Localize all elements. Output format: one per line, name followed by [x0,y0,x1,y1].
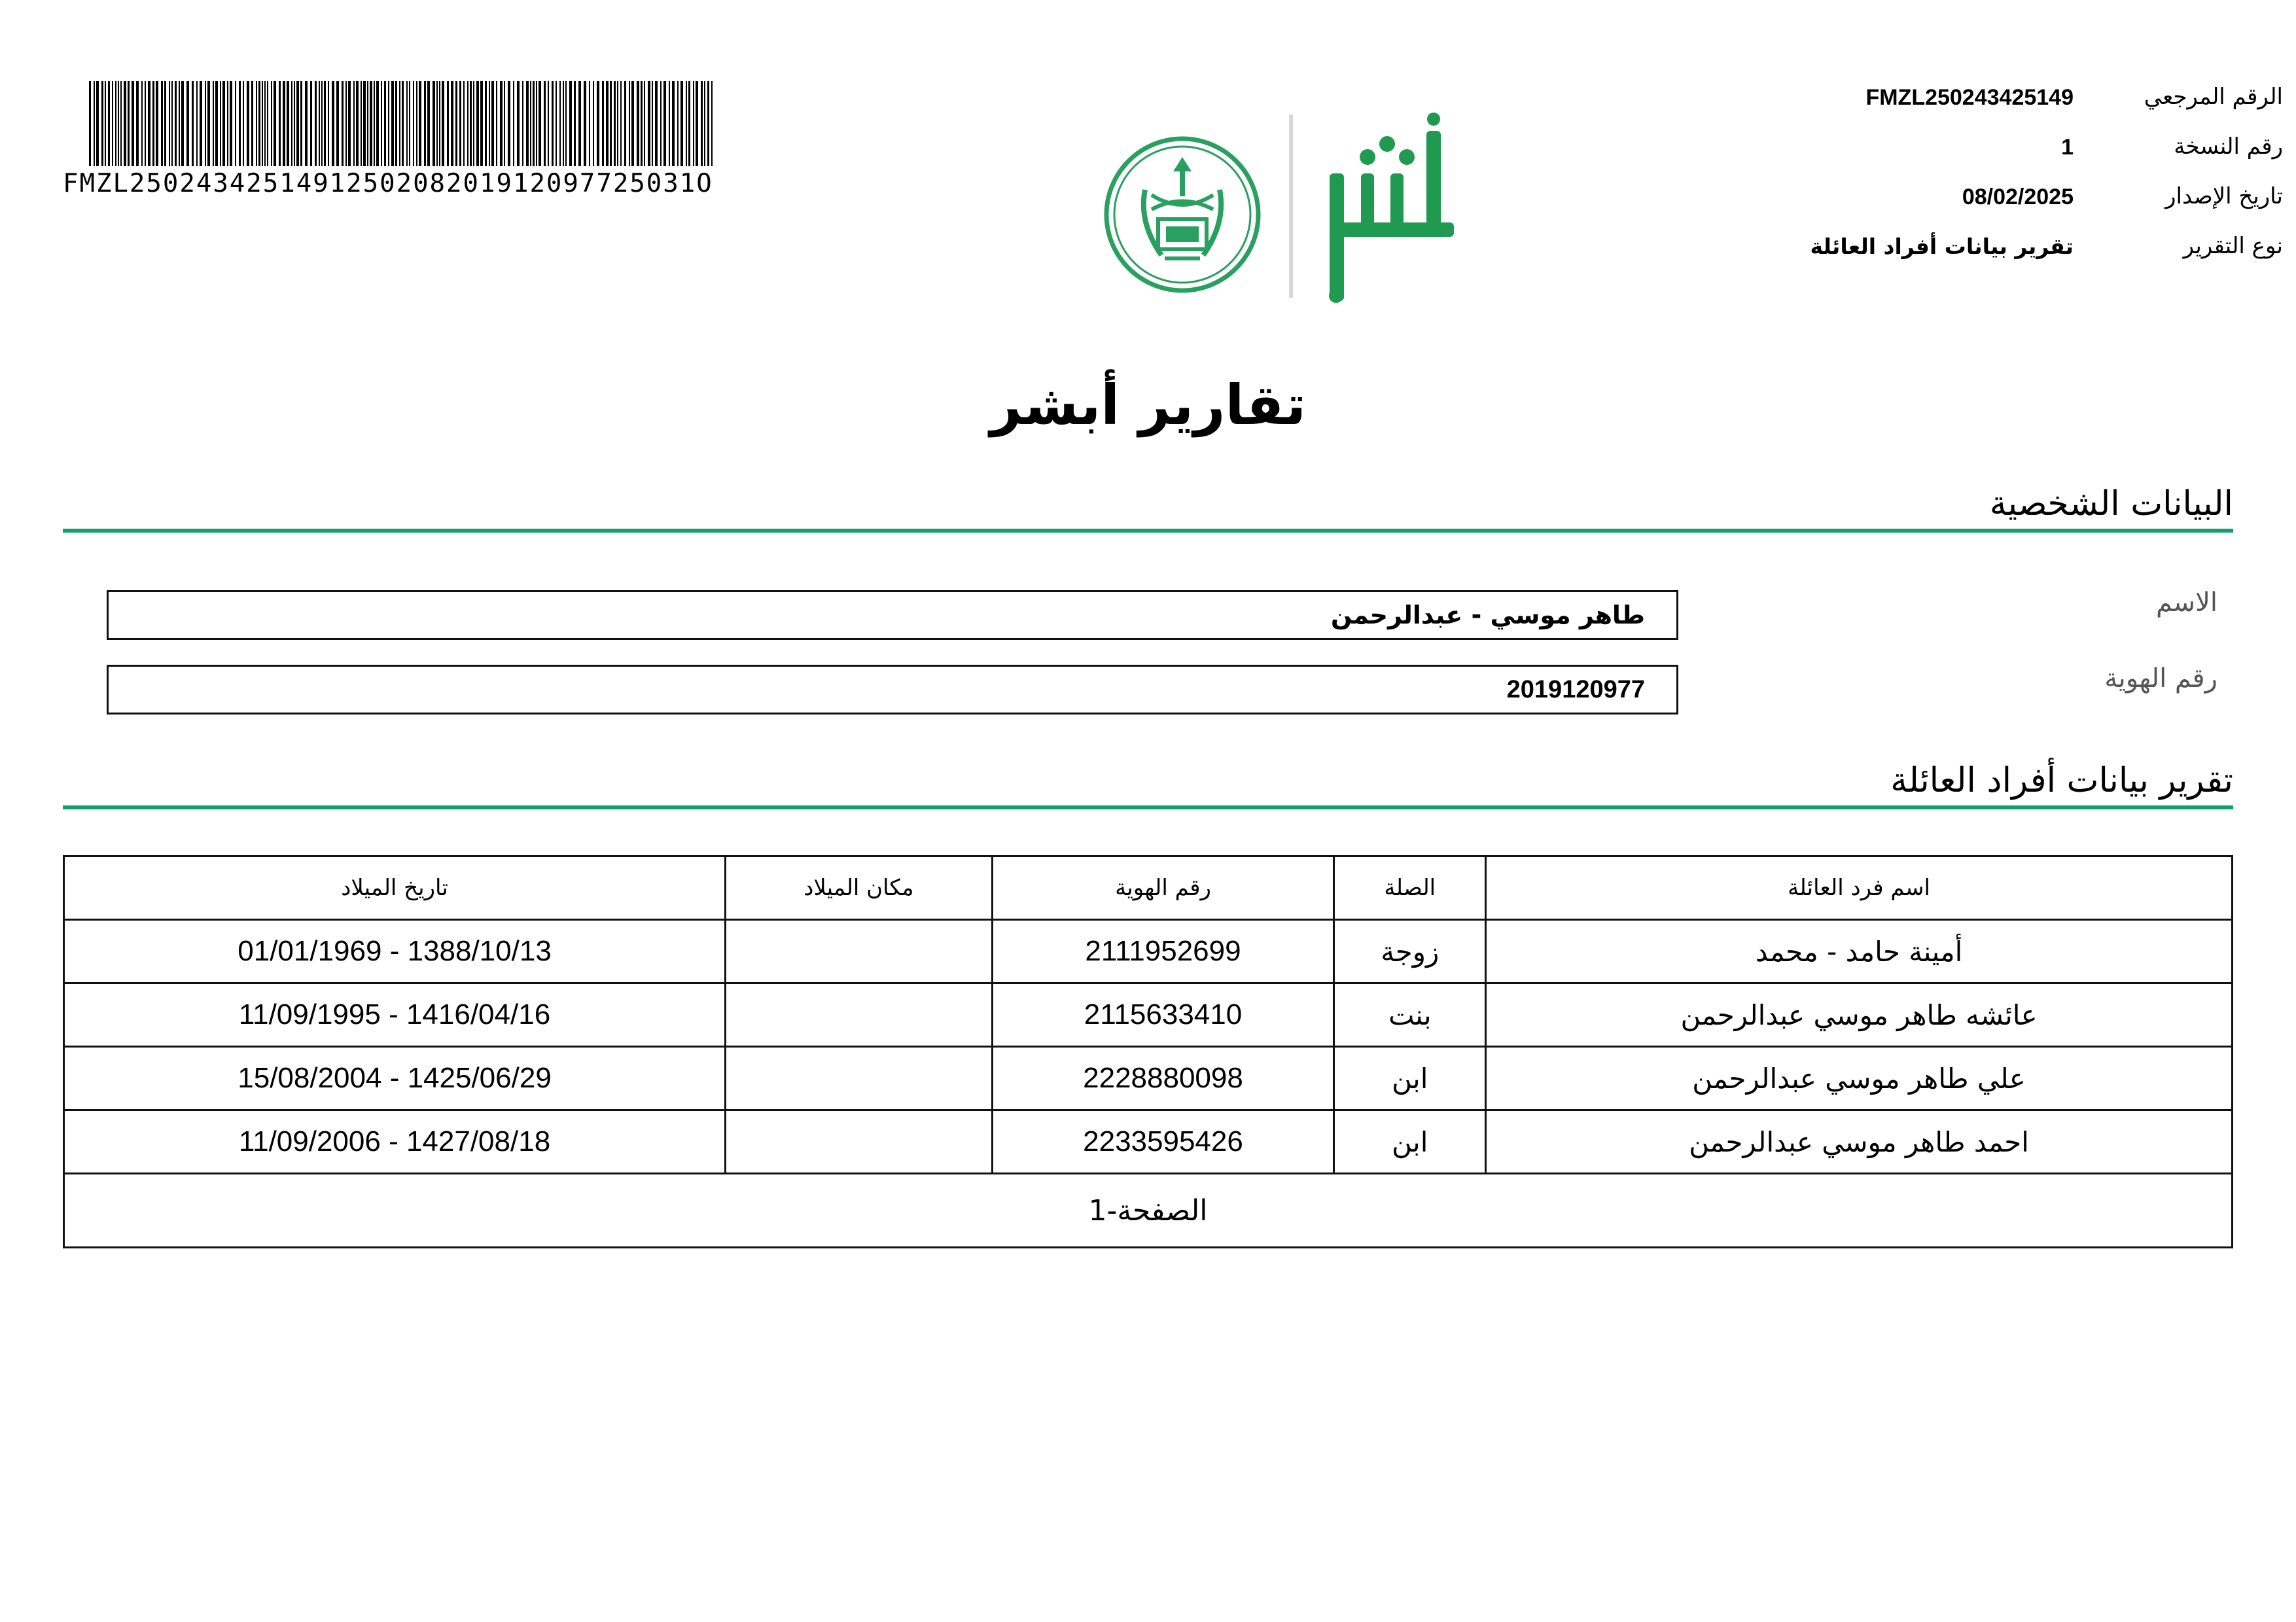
member-id: 2115633410 [992,983,1334,1047]
barcode-bar [247,81,249,166]
barcode-bar [239,81,241,166]
report-type-label: نوع التقرير [2183,233,2283,259]
col-birth-place: مكان الميلاد [726,856,993,920]
member-name: أمينة حامد - محمد [1486,920,2233,983]
report-meta [1799,84,2283,294]
barcode-bar [315,81,317,166]
report-type-value: تقرير بيانات أفراد العائلة [1810,234,2074,259]
barcode-bar [578,81,581,166]
family-table [63,855,2233,1248]
barcode-bar [433,81,435,166]
barcode-bar [631,81,634,166]
barcode-bar [374,81,375,166]
barcode-bar [148,81,150,166]
table-row [64,1110,2233,1174]
member-birth-place [726,1047,993,1110]
barcode-bar [115,81,116,166]
barcode-bar [624,81,626,166]
col-id-number: رقم الهوية [992,856,1334,920]
barcode-bar [467,81,468,166]
personal-section-heading [63,484,2233,533]
barcode-bar [105,81,106,166]
barcode-bar [610,81,612,166]
barcode-bar [200,81,202,166]
barcode-bar [156,81,158,166]
barcode-bar [205,81,206,166]
family-section-heading [63,761,2233,809]
barcode-bar [264,81,266,166]
barcode-bar [215,81,218,166]
barcode-bar [517,81,520,166]
barcode-bar [629,81,630,166]
barcode-bar [686,81,687,166]
barcode-bar [513,81,514,166]
barcode-bar [409,81,410,166]
barcode-bar [336,81,339,166]
barcode-bar [391,81,394,166]
barcode-bar [108,81,110,166]
barcode-bar [120,81,122,166]
barcode-bar [589,81,590,166]
barcode-bar [342,81,344,166]
barcode-bar [593,81,594,166]
barcode-bar [688,81,690,166]
barcode-bar [328,81,329,166]
barcode-bar [164,81,166,166]
barcode-bar [711,81,713,166]
barcode-bar [283,81,285,166]
barcode-bar [413,81,414,166]
barcode-bar [569,81,572,166]
absher-logo [1099,111,1466,308]
meta-row-report-type [1799,233,2283,272]
id-label: رقم الهوية [2104,663,2217,694]
barcode-bar [296,81,299,166]
barcode-bar [179,81,180,166]
barcode-bar [559,81,561,166]
barcode-bar [442,81,444,166]
barcode-bar [704,81,705,166]
copy-number-label: رقم النسخة [2174,133,2283,160]
member-id: 2111952699 [992,920,1334,983]
barcode-bar [439,81,440,166]
barcode-bar [399,81,400,166]
barcode-bar [305,81,308,166]
page-title: تقارير أبشر [990,373,1306,437]
barcode-bar [476,81,479,166]
barcode-bar [381,81,382,166]
barcode-bar [539,81,541,166]
member-birth-place [726,983,993,1047]
barcode-bar [473,81,474,166]
barcode-bar [637,81,639,166]
issue-date-label: تاريخ الإصدار [2165,183,2283,209]
barcode-bar [376,81,379,166]
barcode-bar [402,81,404,166]
barcode-bar [563,81,564,166]
barcode-bar [491,81,494,166]
barcode-text: FMZL2502434251491250208201912097725031O [63,169,713,198]
barcode-bar [556,81,557,166]
barcode-bar [533,81,535,166]
barcode-bar [463,81,465,166]
page-number: الصفحة-1 [64,1174,2233,1248]
member-relation: ابن [1334,1110,1486,1174]
barcode-bar [222,81,225,166]
member-birth-place [726,920,993,983]
barcode-bar [652,81,653,166]
barcode-bar [500,81,503,166]
barcode-bar [574,81,576,166]
barcode-bar [227,81,228,166]
meta-row-issue-date [1799,183,2283,211]
barcode-bar [112,81,113,166]
member-relation: ابن [1334,1047,1486,1110]
member-birth-date: 1427/08/18 - 11/09/2006 [64,1110,726,1174]
barcode-bar [332,81,334,166]
member-relation: زوجة [1334,920,1486,983]
barcode-bar [427,81,430,166]
barcode-bar [319,81,320,166]
reference-label: الرقم المرجعي [2144,84,2283,110]
member-name: عائشه طاهر موسي عبدالرحمن [1486,983,2233,1047]
barcode-bar [321,81,323,166]
barcode-bar [644,81,645,166]
barcode-bar [353,81,355,166]
barcode-bar [419,81,421,166]
barcode-bar [262,81,263,166]
barcode-bar [672,81,675,166]
barcode-bar [101,81,103,166]
barcode-bar [279,81,281,166]
reference-value: FMZL250243425149 [1865,85,2074,110]
barcode-bar [522,81,523,166]
barcode-bar [118,81,119,166]
meta-row-copy [1799,133,2283,161]
barcode-bar [294,81,295,166]
barcode-bar [526,81,529,166]
barcode-bar [436,81,438,166]
barcode-bar [258,81,260,166]
member-name: علي طاهر موسي عبدالرحمن [1486,1047,2233,1110]
barcode-bar [602,81,604,166]
absher-wordmark-icon [1329,113,1454,303]
barcode-bar [175,81,177,166]
barcode-bar [141,81,143,166]
barcode-bar [451,81,453,166]
barcode-bar [145,81,146,166]
barcode-bar [395,81,397,166]
barcode-bar [310,81,312,166]
logo-divider [1289,115,1293,298]
barcode-bar [220,81,221,166]
member-birth-place [726,1110,993,1174]
barcode-bar [508,81,510,166]
barcode-bar [291,81,292,166]
barcode-bar [663,81,666,166]
barcode-bar [213,81,214,166]
barcode-bar [132,81,134,166]
member-id: 2228880098 [992,1047,1334,1110]
barcode-bar [267,81,268,166]
barcode-bar [406,81,408,166]
barcode [89,81,717,166]
barcode-bar [94,81,95,166]
barcode-bar [669,81,670,166]
barcode-bar [489,81,490,166]
barcode-bar [161,81,163,166]
table-row [64,920,2233,983]
barcode-bar [345,81,347,166]
barcode-bar [606,81,609,166]
barcode-bar [367,81,368,166]
barcode-bar [677,81,679,166]
barcode-bar [584,81,586,166]
barcode-bar [655,81,658,166]
issue-date-value: 08/02/2025 [1962,185,2074,209]
barcode-bar [552,81,554,166]
barcode-bar [300,81,302,166]
barcode-bar [207,81,210,166]
page-number-row [64,1174,2233,1248]
member-name: احمد طاهر موسي عبدالرحمن [1486,1110,2233,1174]
barcode-bar [641,81,643,166]
barcode-bar [181,81,184,166]
name-label: الاسم [2155,588,2217,618]
meta-row-reference [1799,84,2283,111]
barcode-bar [597,81,599,166]
barcode-bar [480,81,483,166]
barcode-bar [370,81,372,166]
table-row [64,983,2233,1047]
barcode-bar [243,81,244,166]
barcode-bar [152,81,154,166]
barcode-bar [363,81,366,166]
barcode-bar [696,81,698,166]
member-birth-date: 1388/10/13 - 01/01/1969 [64,920,726,983]
col-birth-date: تاريخ الميلاد [64,856,726,920]
table-header-row [64,856,2233,920]
barcode-bar [660,81,662,166]
table-row [64,1047,2233,1110]
barcode-bar [171,81,173,166]
barcode-bar [356,81,359,166]
barcode-bar [447,81,449,166]
barcode-bar [287,81,289,166]
barcode-bar [470,81,472,166]
barcode-bar [620,81,622,166]
barcode-bar [235,81,236,166]
copy-number-value: 1 [2061,135,2074,160]
barcode-bar [96,81,99,166]
barcode-bar [416,81,417,166]
barcode-bar [89,81,91,166]
barcode-bar [459,81,461,166]
barcode-bar [617,81,618,166]
member-birth-date: 1425/06/29 - 15/08/2004 [64,1047,726,1110]
barcode-bar [384,81,386,166]
barcode-bar [128,81,130,166]
barcode-bar [274,81,276,166]
col-member-name: اسم فرد العائلة [1486,856,2233,920]
barcode-bar [230,81,232,166]
family-heading-text: تقرير بيانات أفراد العائلة [1890,761,2233,800]
barcode-bar [271,81,272,166]
barcode-bar [565,81,567,166]
barcode-bar [693,81,694,166]
barcode-bar [680,81,683,166]
personal-heading-text: البيانات الشخصية [1989,484,2233,523]
barcode-bar [186,81,189,166]
barcode-bar [614,81,616,166]
barcode-bar [348,81,351,166]
barcode-bar [169,81,170,166]
barcode-bar [361,81,362,166]
id-field: 2019120977 [107,665,1678,714]
member-relation: بنت [1334,983,1486,1047]
barcode-bar [485,81,487,166]
barcode-bar [256,81,257,166]
member-id: 2233595426 [992,1110,1334,1174]
barcode-bar [496,81,497,166]
barcode-bar [192,81,194,166]
barcode-bar [455,81,457,166]
barcode-bar [707,81,709,166]
member-birth-date: 1416/04/16 - 11/09/1995 [64,983,726,1047]
barcode-bar [530,81,531,166]
barcode-bar [324,81,326,166]
barcode-bar [504,81,505,166]
barcode-bar [196,81,198,166]
name-field: طاهر موسي - عبدالرحمن [107,590,1678,640]
barcode-bar [388,81,389,166]
barcode-bar [424,81,426,166]
barcode-bar [536,81,537,166]
barcode-bar [544,81,546,166]
col-relation: الصلة [1334,856,1486,920]
barcode-bar [548,81,549,166]
barcode-bar [124,81,126,166]
barcode-bar [136,81,139,166]
barcode-bar [648,81,650,166]
barcode-bar [251,81,253,166]
barcode-bar [701,81,703,166]
ministry-emblem-icon [1106,139,1258,291]
